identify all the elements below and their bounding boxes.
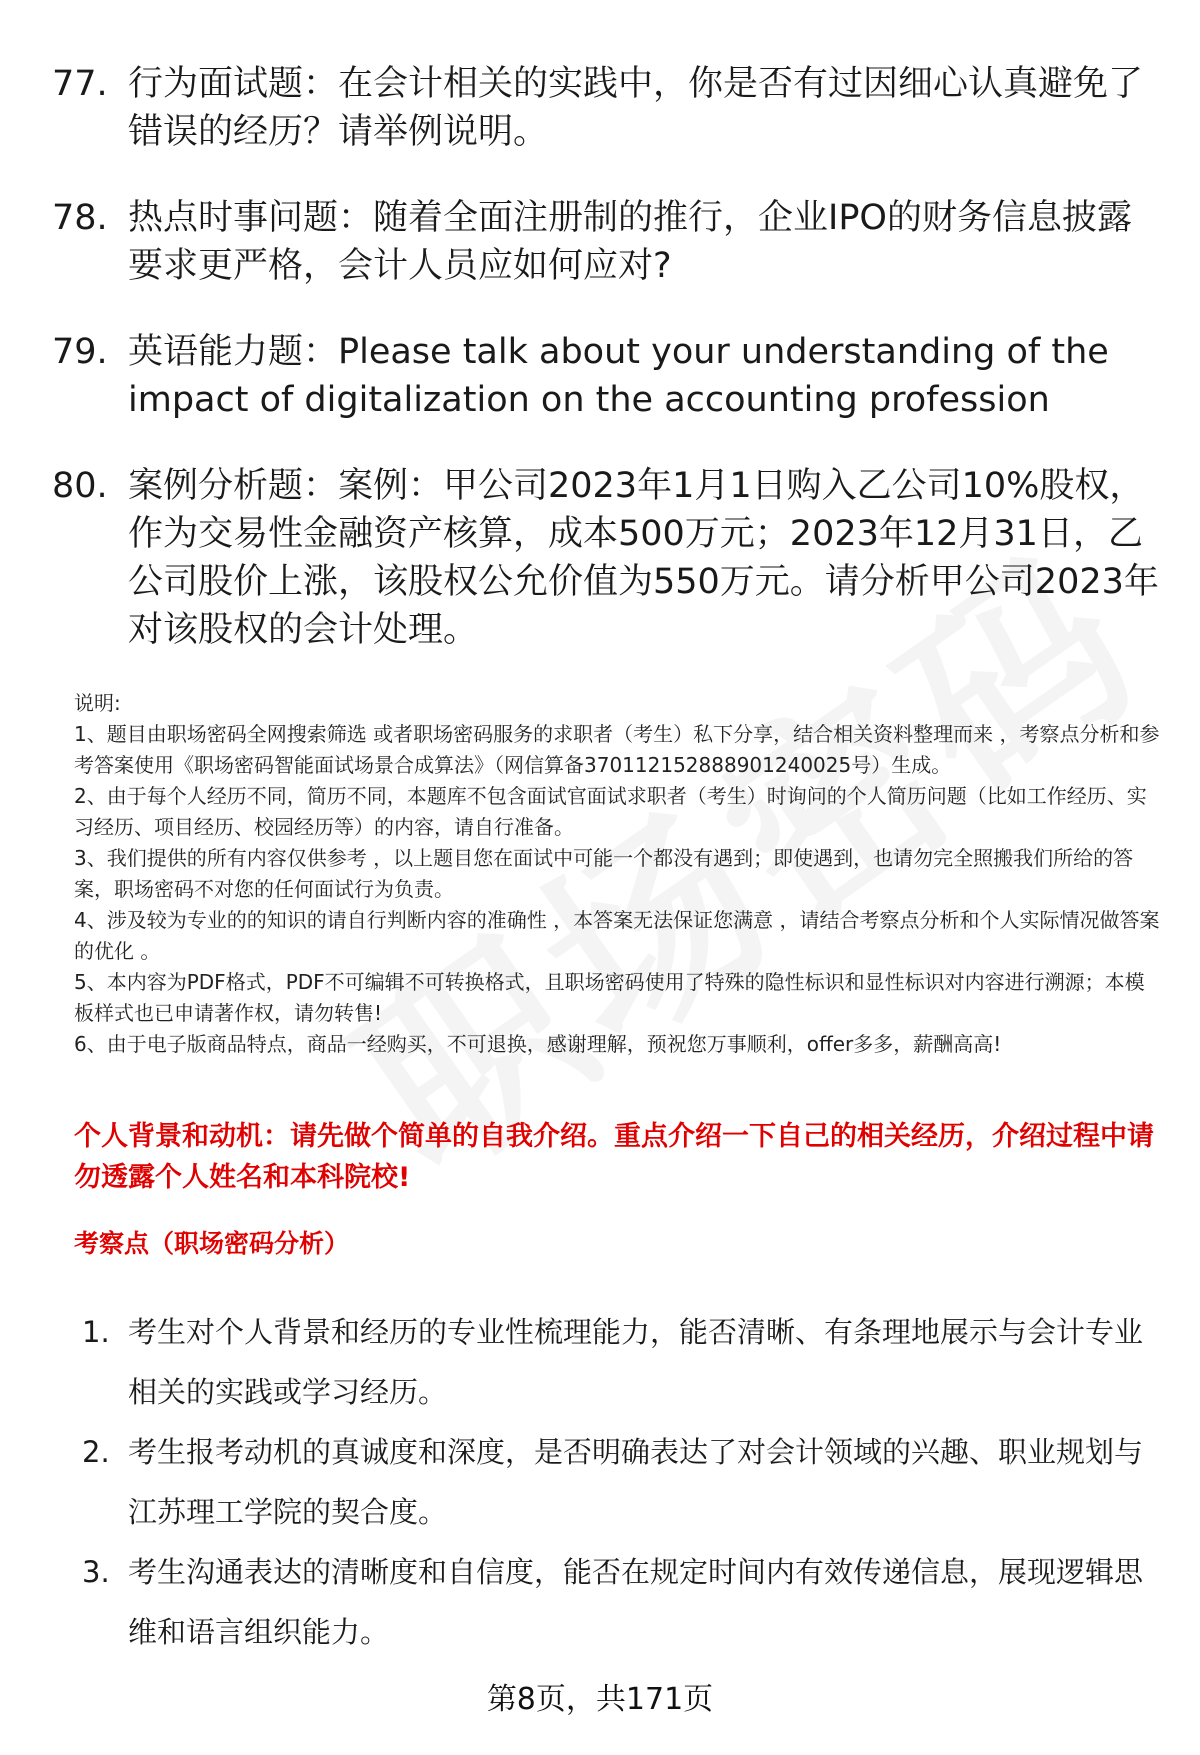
assessment-point bbox=[82, 1422, 1162, 1542]
notes-block bbox=[74, 688, 1164, 1060]
point-number: 3. bbox=[82, 1555, 110, 1589]
question-text: 英语能力题：Please talk about your understanding of the impact of digitalization on the accounting profession bbox=[128, 332, 1109, 420]
notes-title: 说明: bbox=[74, 691, 121, 715]
page-footer bbox=[0, 1680, 1200, 1720]
point-text: 考生沟通表达的清晰度和自信度，能否在规定时间内有效传递信息，展现逻辑思维和语言组织能力。 bbox=[128, 1555, 1144, 1649]
question-item bbox=[52, 194, 1162, 290]
question-item bbox=[52, 60, 1162, 156]
question-number: 77. bbox=[52, 64, 108, 104]
question-text: 热点时事问题：随着全面注册制的推行，企业IPO的财务信息披露要求更严格，会计人员应如何应对? bbox=[128, 198, 1132, 286]
question-list bbox=[52, 60, 1162, 692]
point-number: 2. bbox=[82, 1435, 110, 1469]
question-text: 案例分析题：案例：甲公司2023年1月1日购入乙公司10%股权，作为交易性金融资产核算，成本500万元；2023年12月31日，乙公司股价上涨，该股权公允价值为550万元。请分析甲公司2023年对该股权的会计处理。 bbox=[128, 466, 1159, 650]
note-item: 2、由于每个人经历不同，简历不同，本题库不包含面试官面试求职者（考生）时询问的个人简历问题（比如工作经历、实习经历、项目经历、校园经历等）的内容，请自行准备。 bbox=[74, 784, 1147, 839]
section-subheading: 考察点（职场密码分析） bbox=[74, 1229, 350, 1258]
assessment-point bbox=[82, 1542, 1162, 1662]
note-item: 4、涉及较为专业的的知识的请自行判断内容的准确性 ，本答案无法保证您满意 ，请结合考察点分析和个人实际情况做答案的优化 。 bbox=[74, 908, 1160, 963]
question-item bbox=[52, 328, 1162, 424]
assessment-points-list bbox=[82, 1302, 1162, 1662]
question-number: 79. bbox=[52, 332, 108, 372]
note-item: 3、我们提供的所有内容仅供参考 ，以上题目您在面试中可能一个都没有遇到；即使遇到，也请勿完全照搬我们所给的答案，职场密码不对您的任何面试行为负责。 bbox=[74, 846, 1134, 901]
question-item bbox=[52, 462, 1162, 654]
question-number: 78. bbox=[52, 198, 108, 238]
page-number-label: 第8页，共171页 bbox=[486, 1682, 714, 1717]
point-text: 考生对个人背景和经历的专业性梳理能力，能否清晰、有条理地展示与会计专业相关的实践或学习经历。 bbox=[128, 1315, 1144, 1409]
note-item: 6、由于电子版商品特点，商品一经购买，不可退换，感谢理解，预祝您万事顺利，offer多多，薪酬高高! bbox=[74, 1032, 1002, 1056]
note-item: 5、本内容为PDF格式，PDF不可编辑不可转换格式，且职场密码使用了特殊的隐性标识和显性标识对内容进行溯源；本模板样式也已申请著作权，请勿转售! bbox=[74, 970, 1145, 1025]
note-item: 1、题目由职场密码全网搜索筛选 或者职场密码服务的求职者（考生）私下分享，结合相关资料整理而来 ，考察点分析和参考答案使用《职场密码智能面试场景合成算法》（网信算备370112152888901240025号）生成。 bbox=[74, 722, 1160, 777]
point-number: 1. bbox=[82, 1315, 110, 1349]
section-heading: 个人背景和动机：请先做个简单的自我介绍。重点介绍一下自己的相关经历，介绍过程中请勿透露个人姓名和本科院校! bbox=[74, 1121, 1154, 1193]
question-text: 行为面试题：在会计相关的实践中，你是否有过因细心认真避免了错误的经历？请举例说明。 bbox=[128, 64, 1144, 152]
question-number: 80. bbox=[52, 466, 108, 506]
assessment-point bbox=[82, 1302, 1162, 1422]
point-text: 考生报考动机的真诚度和深度，是否明确表达了对会计领域的兴趣、职业规划与江苏理工学院的契合度。 bbox=[128, 1435, 1144, 1529]
